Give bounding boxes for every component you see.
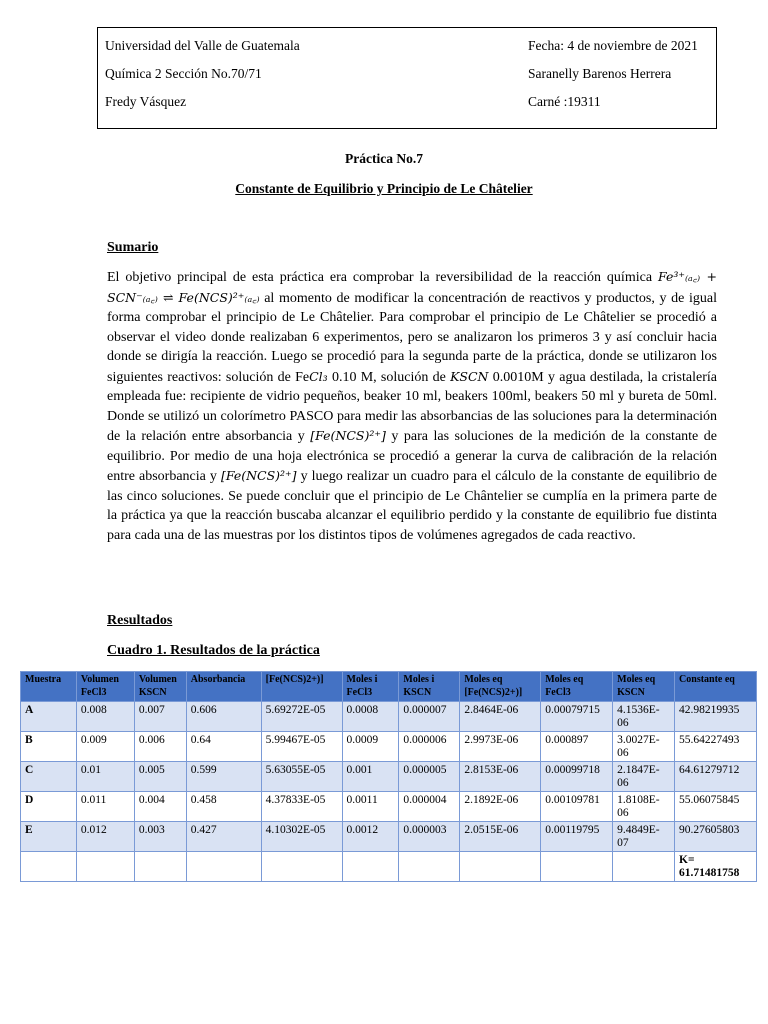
table-cell: 0.606 bbox=[186, 702, 261, 732]
professor-name: Fredy Vásquez bbox=[105, 94, 187, 109]
table-caption: Cuadro 1. Resultados de la práctica bbox=[107, 643, 320, 658]
table-cell bbox=[541, 852, 613, 882]
summary-text-1: El objetivo principal de esta práctica era comprobar la reversibilidad de la reacción química bbox=[107, 270, 658, 285]
table-cell bbox=[460, 852, 541, 882]
table-cell: 55.06075845 bbox=[675, 792, 757, 822]
table-cell bbox=[342, 852, 399, 882]
table-cell: 0.458 bbox=[186, 792, 261, 822]
student-name: Saranelly Barenos Herrera bbox=[528, 66, 672, 81]
col-header: Moles i KSCN bbox=[399, 672, 460, 702]
summary-text-2: al momento de modificar la concentración de reactivos y productos, y de igual forma comprobar el principio de Le Châtelier. Para comprobar el principio de Le Châtelier se procedió a observar el video donde realizaban 6 experimentos, pero se analizaron los primeros 3 y así concluir hacia donde se dirigía la reacción. Luego se procedió para la segunda parte de la práctica, donde se utilizaron los siguientes reactivos: solución de Fe bbox=[107, 290, 718, 385]
table-cell: 5.63055E-05 bbox=[261, 762, 342, 792]
university-name: Universidad del Valle de Guatemala bbox=[105, 38, 300, 53]
table-cell: 0.00099718 bbox=[541, 762, 613, 792]
table-cell: 2.1847E-06 bbox=[613, 762, 675, 792]
table-cell: 0.001 bbox=[342, 762, 399, 792]
table-cell: A bbox=[21, 702, 77, 732]
date-text: Fecha: 4 de noviembre de 2021 bbox=[528, 38, 698, 53]
table-cell: E bbox=[21, 822, 77, 852]
table-cell: 2.8464E-06 bbox=[460, 702, 541, 732]
table-cell: 1.8108E-06 bbox=[613, 792, 675, 822]
table-cell: 0.008 bbox=[76, 702, 134, 732]
table-cell: 0.009 bbox=[76, 732, 134, 762]
table-cell: 5.99467E-05 bbox=[261, 732, 342, 762]
table-cell: 2.9973E-06 bbox=[460, 732, 541, 762]
table-cell: 4.37833E-05 bbox=[261, 792, 342, 822]
table-cell: 0.00109781 bbox=[541, 792, 613, 822]
summary-text-5: y para las soluciones de la medición de la constante de equilibrio. Por medio de una hoja electrónica se procedió a generar la curva de calibración de la relación entre absorbancia y bbox=[107, 429, 717, 484]
table-cell: C bbox=[21, 762, 77, 792]
col-header: Moles i FeCl3 bbox=[342, 672, 399, 702]
practice-title: Práctica No.7 bbox=[345, 151, 423, 166]
table-cell: 0.599 bbox=[186, 762, 261, 792]
kscn-formula: KSCN bbox=[450, 368, 489, 384]
table-cell bbox=[21, 852, 77, 882]
table-header-row bbox=[21, 672, 757, 702]
table-cell: 0.01 bbox=[76, 762, 134, 792]
course-name: Química 2 Sección No.70/71 bbox=[105, 66, 262, 81]
col-header: Volumen FeCl3 bbox=[76, 672, 134, 702]
header-box bbox=[97, 27, 717, 129]
fencs-formula-2: [Fe(NCS)²⁺] bbox=[220, 468, 297, 483]
summary-paragraph bbox=[107, 267, 717, 545]
table-cell: 5.69272E-05 bbox=[261, 702, 342, 732]
table-cell: 0.000003 bbox=[399, 822, 460, 852]
col-header: Moles eq KSCN bbox=[613, 672, 675, 702]
table-cell bbox=[76, 852, 134, 882]
table-cell: 0.0012 bbox=[342, 822, 399, 852]
table-cell: 0.006 bbox=[134, 732, 186, 762]
table-cell: 0.007 bbox=[134, 702, 186, 732]
table-cell: 90.27605803 bbox=[675, 822, 757, 852]
table-cell: B bbox=[21, 732, 77, 762]
summary-heading: Sumario bbox=[107, 240, 159, 255]
table-row bbox=[21, 762, 757, 792]
results-table bbox=[20, 671, 757, 882]
table-cell: 0.003 bbox=[134, 822, 186, 852]
col-header: Constante eq bbox=[675, 672, 757, 702]
table-row bbox=[21, 792, 757, 822]
table-cell: 0.64 bbox=[186, 732, 261, 762]
summary-text-4: 0.0010M y agua destilada, la cristalería empleada fue: recipiente de vidrio pequeños, beaker 10 ml, beakers 100ml, beakers 50 ml y bureta de 50ml. Donde se utilizó un colorímetro PASCO para medir las absorbancias de las soluciones para la determinación de la relación entre absorbancia y bbox=[107, 369, 717, 444]
col-header: Absorbancia bbox=[186, 672, 261, 702]
col-header: Moles eq FeCl3 bbox=[541, 672, 613, 702]
table-cell: 0.012 bbox=[76, 822, 134, 852]
table-cell: 3.0027E-06 bbox=[613, 732, 675, 762]
table-cell: 0.011 bbox=[76, 792, 134, 822]
table-cell bbox=[186, 852, 261, 882]
table-row-total bbox=[21, 852, 757, 882]
table-cell: 0.0009 bbox=[342, 732, 399, 762]
table-row bbox=[21, 822, 757, 852]
table-cell: 0.000004 bbox=[399, 792, 460, 822]
fecl3-formula: Cl₃ bbox=[309, 368, 328, 384]
table-cell: D bbox=[21, 792, 77, 822]
table-cell: 0.000897 bbox=[541, 732, 613, 762]
table-cell: 0.427 bbox=[186, 822, 261, 852]
table-cell: 0.005 bbox=[134, 762, 186, 792]
table-row bbox=[21, 702, 757, 732]
table-cell: 0.000005 bbox=[399, 762, 460, 792]
table-cell: 0.000006 bbox=[399, 732, 460, 762]
col-header: Volumen KSCN bbox=[134, 672, 186, 702]
summary-text-3: 0.10 M, solución de bbox=[327, 369, 451, 385]
table-cell: 2.0515E-06 bbox=[460, 822, 541, 852]
table-cell bbox=[261, 852, 342, 882]
results-heading: Resultados bbox=[107, 613, 173, 628]
reaction-equation: Fe³⁺₍ₐ꜀₎ + SCN⁻₍ₐ꜀₎ ⇌ Fe(NCS)²⁺₍ₐ꜀₎ bbox=[107, 269, 717, 305]
table-row bbox=[21, 732, 757, 762]
col-header: Moles eq [Fe(NCS)2+)] bbox=[460, 672, 541, 702]
table-cell: 0.0011 bbox=[342, 792, 399, 822]
table-cell bbox=[134, 852, 186, 882]
table-cell: 64.61279712 bbox=[675, 762, 757, 792]
table-cell: 55.64227493 bbox=[675, 732, 757, 762]
table-cell: 9.4849E-07 bbox=[613, 822, 675, 852]
table-cell: 0.0008 bbox=[342, 702, 399, 732]
table-cell: 4.1536E-06 bbox=[613, 702, 675, 732]
table-cell bbox=[613, 852, 675, 882]
carne-text: Carné :19311 bbox=[528, 94, 601, 109]
table-cell: 0.00119795 bbox=[541, 822, 613, 852]
table-cell: 2.1892E-06 bbox=[460, 792, 541, 822]
col-header: Muestra bbox=[21, 672, 77, 702]
k-average-cell: K= 61.71481758 bbox=[675, 852, 757, 882]
table-cell: 0.000007 bbox=[399, 702, 460, 732]
col-header: [Fe(NCS)2+)] bbox=[261, 672, 342, 702]
table-cell: 42.98219935 bbox=[675, 702, 757, 732]
table-cell: 4.10302E-05 bbox=[261, 822, 342, 852]
table-cell: 0.00079715 bbox=[541, 702, 613, 732]
table-cell: 2.8153E-06 bbox=[460, 762, 541, 792]
table-cell: 0.004 bbox=[134, 792, 186, 822]
fencs-formula-1: [Fe(NCS)²⁺] bbox=[310, 428, 386, 443]
table-cell bbox=[399, 852, 460, 882]
practice-subtitle: Constante de Equilibrio y Principio de Le Châtelier bbox=[235, 181, 533, 196]
summary-text-6: y luego realizar un cuadro para el cálculo de la constante de equilibrio de las cinco soluciones. Se puede concluir que el principio de Le Chântelier se cumplía en la primera parte de la práctica ya que la reacción buscaba alcanzar el equilibrio perdido y la constante de equilibrio fue distinta para cada una de las muestras por los distintos tipos de volúmenes agregados de cada reactivo. bbox=[107, 469, 717, 543]
